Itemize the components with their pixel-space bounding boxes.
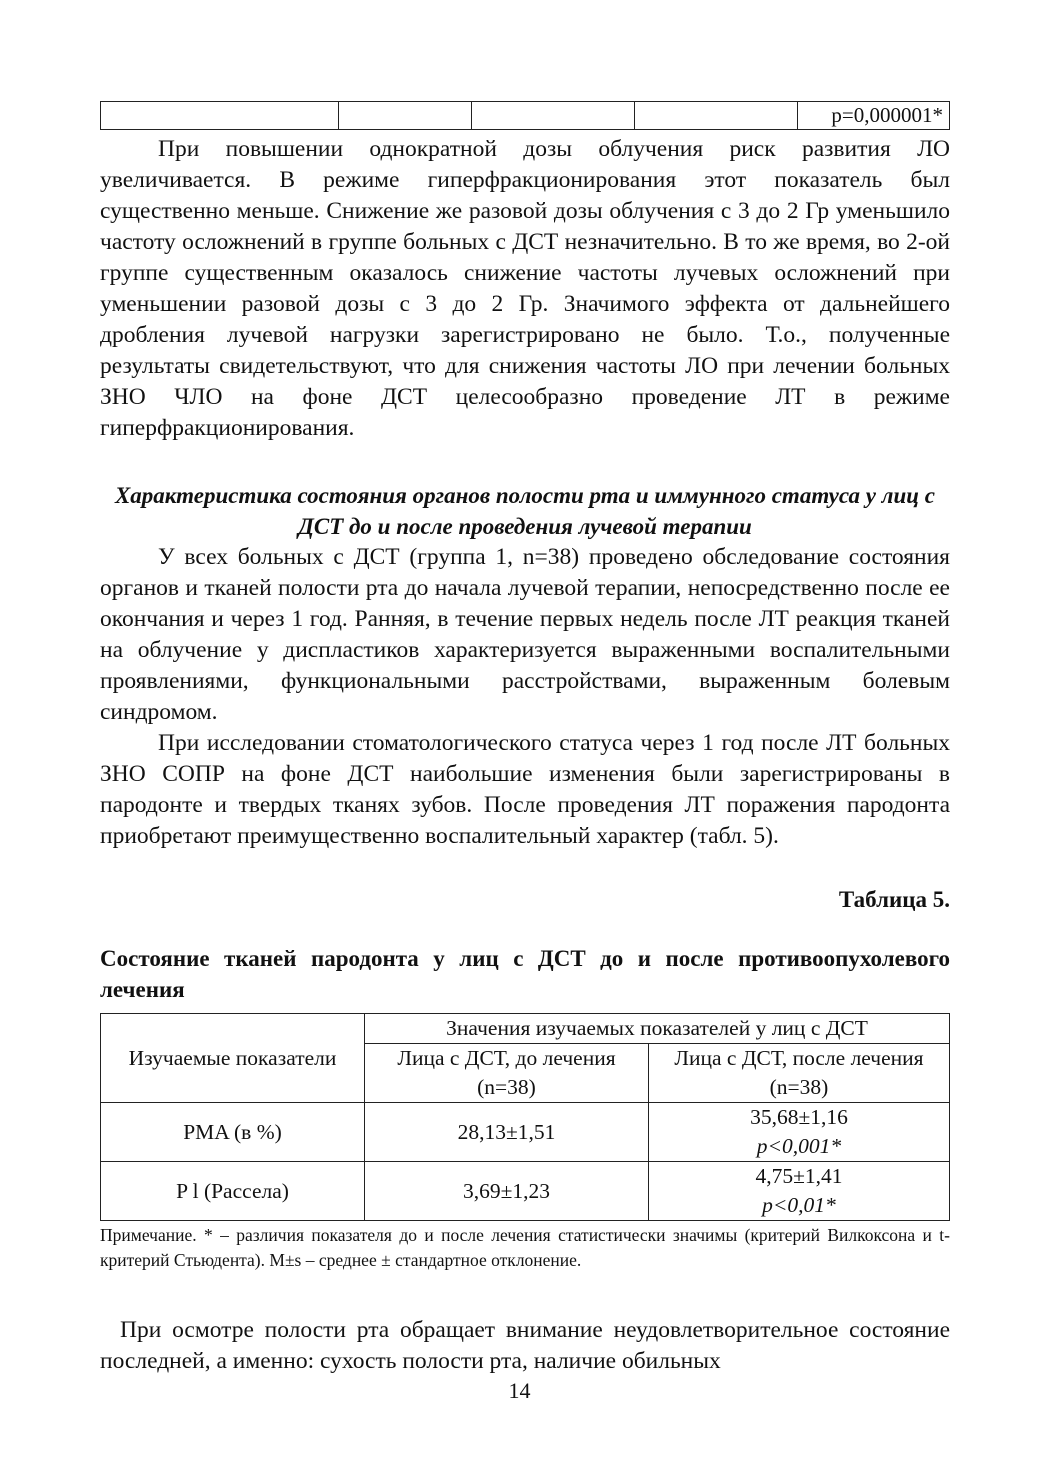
table-row [101,102,950,130]
row-after-value [649,1103,950,1162]
continued-table [100,101,950,130]
after-value: 35,68±1,16 [750,1105,848,1129]
after-value: 4,75±1,41 [755,1164,843,1188]
header-before: Лица с ДСТ, до лечения (n=38) [365,1044,649,1103]
table-row [101,1162,950,1221]
table-cell [101,102,339,130]
row-after-value [649,1162,950,1221]
header-after: Лица с ДСТ, после лечения (n=38) [649,1044,950,1103]
header-indicator: Изучаемые показатели [101,1014,365,1103]
section-heading: Характеристика состояния органов полости рта и иммунного статуса у лиц с ДСТ до и после проведения лучевой терапии [114,483,936,539]
page-number: 14 [508,1378,531,1403]
table-cell [635,102,798,130]
table-label: Таблица 5. [838,887,950,912]
table-row [101,1103,950,1162]
p-value: p<0,01* [762,1193,836,1217]
table-title: Состояние тканей пародонта у лиц с ДСТ до и после противоопухолевого лечения [100,946,950,1002]
periodontal-table [100,1013,950,1221]
table-note: Примечание. * – различия показателя до и после лечения статистически значимы (критерий Вилкоксона и t-критерий Стьюдента). M±s – среднее ± стандартное отклонение. [100,1225,950,1270]
row-indicator: P l (Рассела) [101,1162,365,1221]
table-cell [472,102,635,130]
document-page [100,101,950,1377]
paragraph-1: При повышении однократной дозы облучения риск развития ЛО увеличивается. В режиме гиперфракционирования этот показатель был существенно меньше. Снижение же разовой дозы облучения с 3 до 2 Гр уменьшило частоту осложнений в группе больных с ДСТ незначительно. В то же время, во 2-ой группе существенным оказалось снижение частоты лучевых осложнений при уменьшении разовой дозы с 3 до 2 Гр. Значимого эффекта от дальнейшего дробления лучевой нагрузки зарегистрировано не было. Т.о., полученные результаты свидетельствуют, что для снижения частоты ЛО при лечении больных ЗНО ЧЛО на фоне ДСТ целесообразно проведение ЛТ в режиме гиперфракционирования. [100,136,950,441]
row-indicator: PMA (в %) [101,1103,365,1162]
row-before-value: 3,69±1,23 [365,1162,649,1221]
p-value-cell: p=0,000001* [798,102,950,130]
table-cell [339,102,472,130]
header-group: Значения изучаемых показателей у лиц с ДСТ [365,1014,950,1044]
paragraph-4: При осмотре полости рта обращает внимание неудовлетворительное состояние последней, а именно: сухость полости рта, наличие обильных [100,1317,950,1374]
row-before-value: 28,13±1,51 [365,1103,649,1162]
paragraph-2: У всех больных с ДСТ (группа 1, n=38) проведено обследование состояния органов и тканей полости рта до начала лучевой терапии, непосредственно после ее окончания и через 1 год. Ранняя, в течение первых недель после ЛТ реакция тканей на облучение у диспластиков характеризуется выраженными воспалительными проявлениями, функциональными расстройствами, выраженным болевым синдромом. [100,544,950,725]
paragraph-3: При исследовании стоматологического статуса через 1 год после ЛТ больных ЗНО СОПР на фоне ДСТ наибольшие изменения были зарегистрированы в пародонте и твердых тканях зубов. После проведения ЛТ поражения пародонта приобретают преимущественно воспалительный характер (табл. 5). [100,730,950,849]
table-header-row [101,1014,950,1044]
p-value: p<0,001* [756,1134,842,1158]
